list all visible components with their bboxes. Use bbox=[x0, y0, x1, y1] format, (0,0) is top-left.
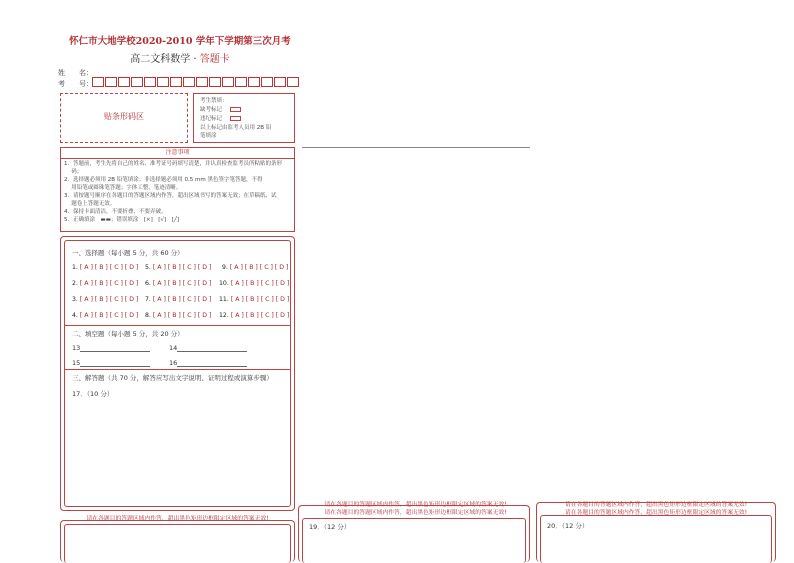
warning-text-right-2: 请在各题目的答题区域内作答，超出黑色矩形边框限定区域的答案无效! bbox=[564, 510, 748, 516]
fill-q15[interactable] bbox=[72, 359, 150, 367]
id-box[interactable] bbox=[196, 77, 208, 87]
notice-item: 用铅笔或圆珠笔答题；字体工整、笔迹清晰。 bbox=[64, 185, 182, 191]
mc-options[interactable]: [ A ] [ B ] [ C ] [ D ] bbox=[79, 312, 139, 319]
id-box[interactable] bbox=[248, 77, 260, 87]
mc-q3[interactable] bbox=[72, 296, 138, 303]
section1-title: 一、选择题（每小题 5 分，共 60 分） bbox=[72, 249, 184, 257]
warning-text-mid-1: 请在各题目的答题区域内作答，超出黑色矩形边框限定区域的答案无效! bbox=[324, 502, 507, 508]
warning-text-left: 请在各题目的答题区域内作答，超出黑色矩形边框限定区域的答案无效! bbox=[86, 516, 269, 522]
warning-text-mid-2: 请在各题目的答题区域内作答，超出黑色矩形边框限定区域的答案无效! bbox=[324, 510, 507, 516]
exam-title: 怀仁市大地学校2020-2010 学年下学期第三次月考 bbox=[69, 36, 291, 47]
id-box[interactable] bbox=[170, 77, 182, 87]
mc-q8[interactable] bbox=[145, 312, 211, 319]
mc-number: 11. bbox=[219, 296, 229, 303]
mc-number: 7. bbox=[145, 296, 151, 303]
mc-q9[interactable] bbox=[222, 264, 288, 271]
id-box[interactable] bbox=[92, 77, 104, 87]
mc-q6[interactable] bbox=[145, 280, 211, 287]
mc-number: 2. bbox=[72, 280, 78, 287]
barcode-area bbox=[60, 93, 188, 143]
section-divider bbox=[65, 325, 290, 326]
fill-number: 15 bbox=[72, 359, 81, 367]
mc-q7[interactable] bbox=[145, 296, 211, 303]
notice-box bbox=[60, 147, 295, 232]
id-box[interactable] bbox=[118, 77, 130, 87]
section-divider bbox=[65, 369, 290, 370]
fill-blank[interactable] bbox=[80, 345, 150, 352]
subject-title bbox=[60, 50, 300, 65]
id-box[interactable] bbox=[274, 77, 286, 87]
id-box[interactable] bbox=[183, 77, 195, 87]
name-label: 姓 名： bbox=[58, 69, 93, 77]
notice-item: 3．请按题号顺序在各题目的答题区域内作答，超出区域书写的答案无效；在草稿纸、试 bbox=[64, 193, 277, 199]
violation-checkbox[interactable] bbox=[230, 116, 241, 121]
notice-item: 码； bbox=[64, 169, 83, 175]
violation-mark bbox=[200, 115, 241, 123]
mc-options[interactable]: [ A ] [ B ] [ C ] [ D ] bbox=[152, 312, 212, 319]
q17-label: 17．（10 分） bbox=[72, 390, 114, 398]
answer-box-18-inner[interactable] bbox=[64, 524, 291, 563]
mc-number: 3. bbox=[72, 296, 78, 303]
q17-answer-area[interactable] bbox=[69, 399, 286, 502]
mc-number: 10. bbox=[219, 280, 229, 287]
absent-mark bbox=[200, 106, 241, 114]
candidate-note-2: 笔填涂 bbox=[200, 133, 217, 139]
warning-text-right-1: 请在各题目的答题区域内作答，超出黑色矩形边框限定区域的答案无效! bbox=[564, 502, 748, 508]
subject-suffix: 答题卡 bbox=[199, 54, 230, 65]
mc-number: 6. bbox=[145, 280, 151, 287]
candidate-box-title: 考生禁填： bbox=[200, 98, 228, 104]
mc-q4[interactable] bbox=[72, 312, 138, 319]
id-box[interactable] bbox=[131, 77, 143, 87]
answer-box-19-inner[interactable] bbox=[302, 518, 526, 563]
fill-blank[interactable] bbox=[177, 360, 247, 367]
answer-box-19[interactable] bbox=[298, 505, 530, 562]
subject-separator: · bbox=[190, 54, 200, 65]
mc-q11[interactable] bbox=[219, 296, 289, 303]
id-box[interactable] bbox=[157, 77, 169, 87]
fill-q16[interactable] bbox=[169, 359, 247, 367]
fill-q13[interactable] bbox=[72, 344, 150, 352]
notice-item: 题卷上答题无效。 bbox=[64, 201, 116, 207]
barcode-label: 贴条形码区 bbox=[104, 112, 144, 121]
mc-q5[interactable] bbox=[145, 264, 211, 271]
q20-label: 20．（12 分） bbox=[547, 522, 589, 530]
subject-name: 高二文科数学 bbox=[130, 54, 191, 65]
mc-q12[interactable] bbox=[219, 312, 289, 319]
id-box[interactable] bbox=[261, 77, 273, 87]
section3-title: 三、解答题（共 70 分，解答应写出文字说明、证明过程或演算步骤） bbox=[72, 374, 273, 382]
mc-q10[interactable] bbox=[219, 280, 289, 287]
id-box[interactable] bbox=[144, 77, 156, 87]
mc-q2[interactable] bbox=[72, 280, 138, 287]
mc-q1[interactable] bbox=[72, 264, 138, 271]
notice-title: 注意事项 bbox=[61, 148, 294, 159]
section2-title: 二、填空题（每小题 5 分，共 20 分） bbox=[72, 330, 184, 338]
id-box[interactable] bbox=[235, 77, 247, 87]
notice-item: 4．保持卡面清洁，不要折叠、不要弄破。 bbox=[64, 209, 167, 215]
mc-options[interactable]: [ A ] [ B ] [ C ] [ D ] bbox=[152, 296, 212, 303]
id-box[interactable] bbox=[287, 77, 299, 87]
notice-item: 1．答题前，考生先将自己的姓名、准考证号码填写清楚，并认真检查监考员所粘贴的条形 bbox=[64, 161, 283, 167]
answer-area-inner bbox=[64, 240, 291, 507]
fill-blank[interactable] bbox=[80, 360, 150, 367]
mc-options[interactable]: [ A ] [ B ] [ C ] [ D ] bbox=[79, 264, 139, 271]
mc-number: 4. bbox=[72, 312, 78, 319]
fill-number: 14 bbox=[169, 344, 178, 352]
answer-box-18[interactable] bbox=[60, 520, 295, 562]
divider-line bbox=[302, 147, 530, 148]
mc-options[interactable]: [ A ] [ B ] [ C ] [ D ] bbox=[79, 280, 139, 287]
answer-area-outer bbox=[60, 236, 295, 511]
fill-number: 16 bbox=[169, 359, 178, 367]
student-id-boxes[interactable] bbox=[92, 77, 300, 88]
id-label: 考 号： bbox=[58, 80, 93, 88]
candidate-box bbox=[193, 93, 295, 143]
notice-item: 2．选择题必须用 2B 铅笔填涂；非选择题必须用 0.5 mm 黑色签字笔答题，不得 bbox=[64, 177, 263, 183]
mc-number: 12. bbox=[219, 312, 229, 319]
mc-options[interactable]: [ A ] [ B ] [ C ] [ D ] bbox=[152, 264, 212, 271]
mc-options[interactable]: [ A ] [ B ] [ C ] [ D ] bbox=[79, 296, 139, 303]
mc-number: 5. bbox=[145, 264, 151, 271]
absent-label: 缺考标记 bbox=[200, 107, 223, 113]
candidate-note-1: 以上标记由监考人员用 2B 铅 bbox=[200, 125, 272, 131]
mc-options[interactable]: [ A ] [ B ] [ C ] [ D ] bbox=[230, 312, 290, 319]
fill-blank[interactable] bbox=[177, 345, 247, 352]
answer-box-20[interactable] bbox=[536, 502, 776, 562]
fill-number: 13 bbox=[72, 344, 81, 352]
id-box[interactable] bbox=[209, 77, 221, 87]
notice-items bbox=[61, 159, 294, 225]
violation-label: 违纪标记 bbox=[200, 116, 223, 122]
mc-options[interactable]: [ A ] [ B ] [ C ] [ D ] bbox=[230, 280, 290, 287]
mc-options[interactable]: [ A ] [ B ] [ C ] [ D ] bbox=[229, 264, 289, 271]
answer-box-20-inner[interactable] bbox=[540, 515, 772, 563]
mc-options[interactable]: [ A ] [ B ] [ C ] [ D ] bbox=[152, 280, 212, 287]
id-box[interactable] bbox=[105, 77, 117, 87]
q19-label: 19．（12 分） bbox=[309, 523, 351, 531]
mc-number: 8. bbox=[145, 312, 151, 319]
mc-number: 1. bbox=[72, 264, 78, 271]
fill-q14[interactable] bbox=[169, 344, 247, 352]
absent-checkbox[interactable] bbox=[230, 107, 241, 112]
mc-options[interactable]: [ A ] [ B ] [ C ] [ D ] bbox=[230, 296, 290, 303]
id-box[interactable] bbox=[222, 77, 234, 87]
mc-number: 9. bbox=[222, 264, 228, 271]
notice-item: 5．正确填涂 ▬▬；错误填涂 [×] [√] [╱] bbox=[64, 217, 180, 223]
